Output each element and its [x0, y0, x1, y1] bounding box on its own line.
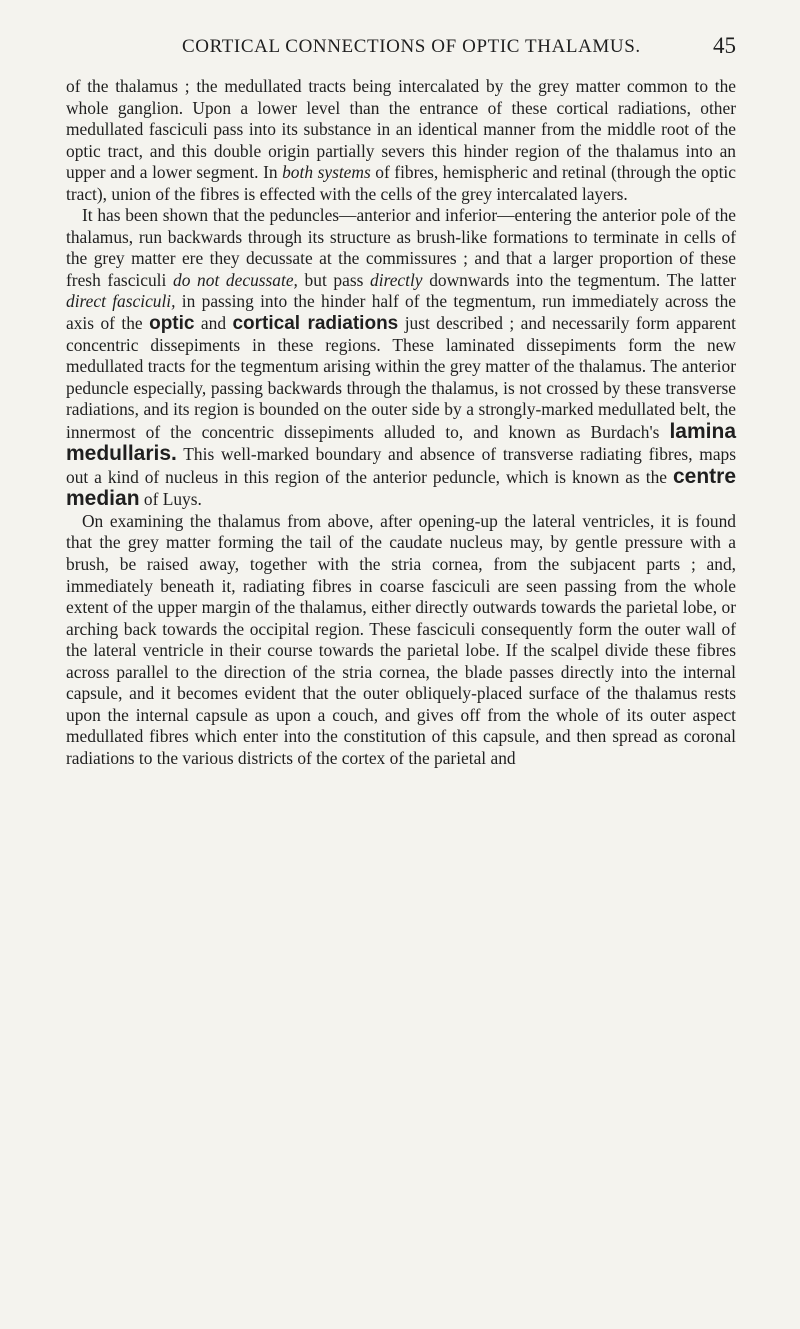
text-run: and	[194, 313, 233, 334]
running-title: CORTICAL CONNECTIONS OF OPTIC THALAMUS.	[182, 36, 641, 57]
bold-term-lamina-medullaris: lamina medullaris.	[66, 419, 736, 466]
paragraph-2	[66, 205, 736, 511]
text-run: downwards into the tegmentum. The latter	[422, 269, 736, 290]
body-text	[66, 76, 736, 770]
running-head	[66, 33, 736, 76]
bold-term-optic: optic	[149, 313, 195, 335]
italic-run: direct fasciculi,	[66, 291, 176, 312]
text-run: just described ; and necessarily form apparent concentric dissepiments in these regions. These laminated dissepiments form the new medullated tracts for the tegmentum arising within the grey matter of the thalamus. The anterior peduncle especially, passing backwards through the thalamus, is not crossed by these transverse radiations, and its region is bounded on the outer side by a strongly-marked medullated belt, the innermost of the concentric dissepiments alluded to, and known as Burdach's	[66, 313, 736, 442]
text-run: of the thalamus ; the medullated tracts being intercalated by the grey matter common to the whole ganglion. Upon a lower level than the entrance of these cortical radiations, other medullated fasciculi pass into its substance in an identical manner from the middle root of the optic tract, and this double origin partially severs this hinder region of the thalamus into an upper and a lower segment. In	[66, 76, 736, 183]
text-run: On examining the thalamus from above, after opening-up the lateral ventricles, it is found that the grey matter forming the tail of the caudate nucleus may, by gentle pressure with a brush, be raised away, together with the stria cornea, from the subjacent parts ; and, immediately beneath it, radiating fibres in coarse fasciculi are seen passing from the whole extent of the upper margin of the thalamus, either directly outwards towards the parietal lobe, or arching back towards the occipital region. These fasciculi consequently form the outer wall of the lateral ventricle in their course towards the parietal lobe. If the scalpel divide these fibres across parallel to the direction of the stria cornea, the blade passes directly into the internal capsule, and it becomes evident that the outer obliquely-placed surface of the thalamus rests upon the internal capsule as upon a couch, and gives off from the whole of its outer aspect medullated fibres which enter into the constitution of this capsule, and then spread as coronal radiations to the various districts of the cortex of the parietal and	[66, 510, 736, 768]
text-run: of fibres, hemispheric and retinal (through the optic tract), union of the fibres is effected with the cells of the grey intercalated layers.	[66, 162, 736, 204]
italic-run: directly	[370, 269, 423, 290]
italic-run: both systems	[282, 162, 371, 183]
paragraph-1	[66, 76, 736, 205]
text-run: but pass	[297, 269, 371, 290]
text-run: This well-marked boundary and absence of transverse radiating fibres, maps out a kind of nucleus in this region of the anterior peduncle, which is known as the	[66, 444, 736, 487]
paragraph-3	[66, 511, 736, 770]
bold-term-centre-median: centre median	[66, 464, 736, 511]
italic-run: do not decussate,	[173, 269, 298, 290]
text-run: It has been shown that the peduncles—anterior and inferior—entering the anterior pole of the thalamus, run backwards through its structure as brush-like formations to terminate in cells of the grey matter ere they decussate at the commissures ; and that a larger proportion of these fresh fasciculi	[66, 205, 736, 290]
text-run: in passing into the hinder half of the tegmentum, run immediately across the axis of the	[66, 291, 736, 334]
bold-term-cortical-radiations: cortical radiations	[232, 313, 399, 335]
page-number: 45	[713, 33, 736, 58]
text-run: of Luys.	[139, 489, 202, 510]
